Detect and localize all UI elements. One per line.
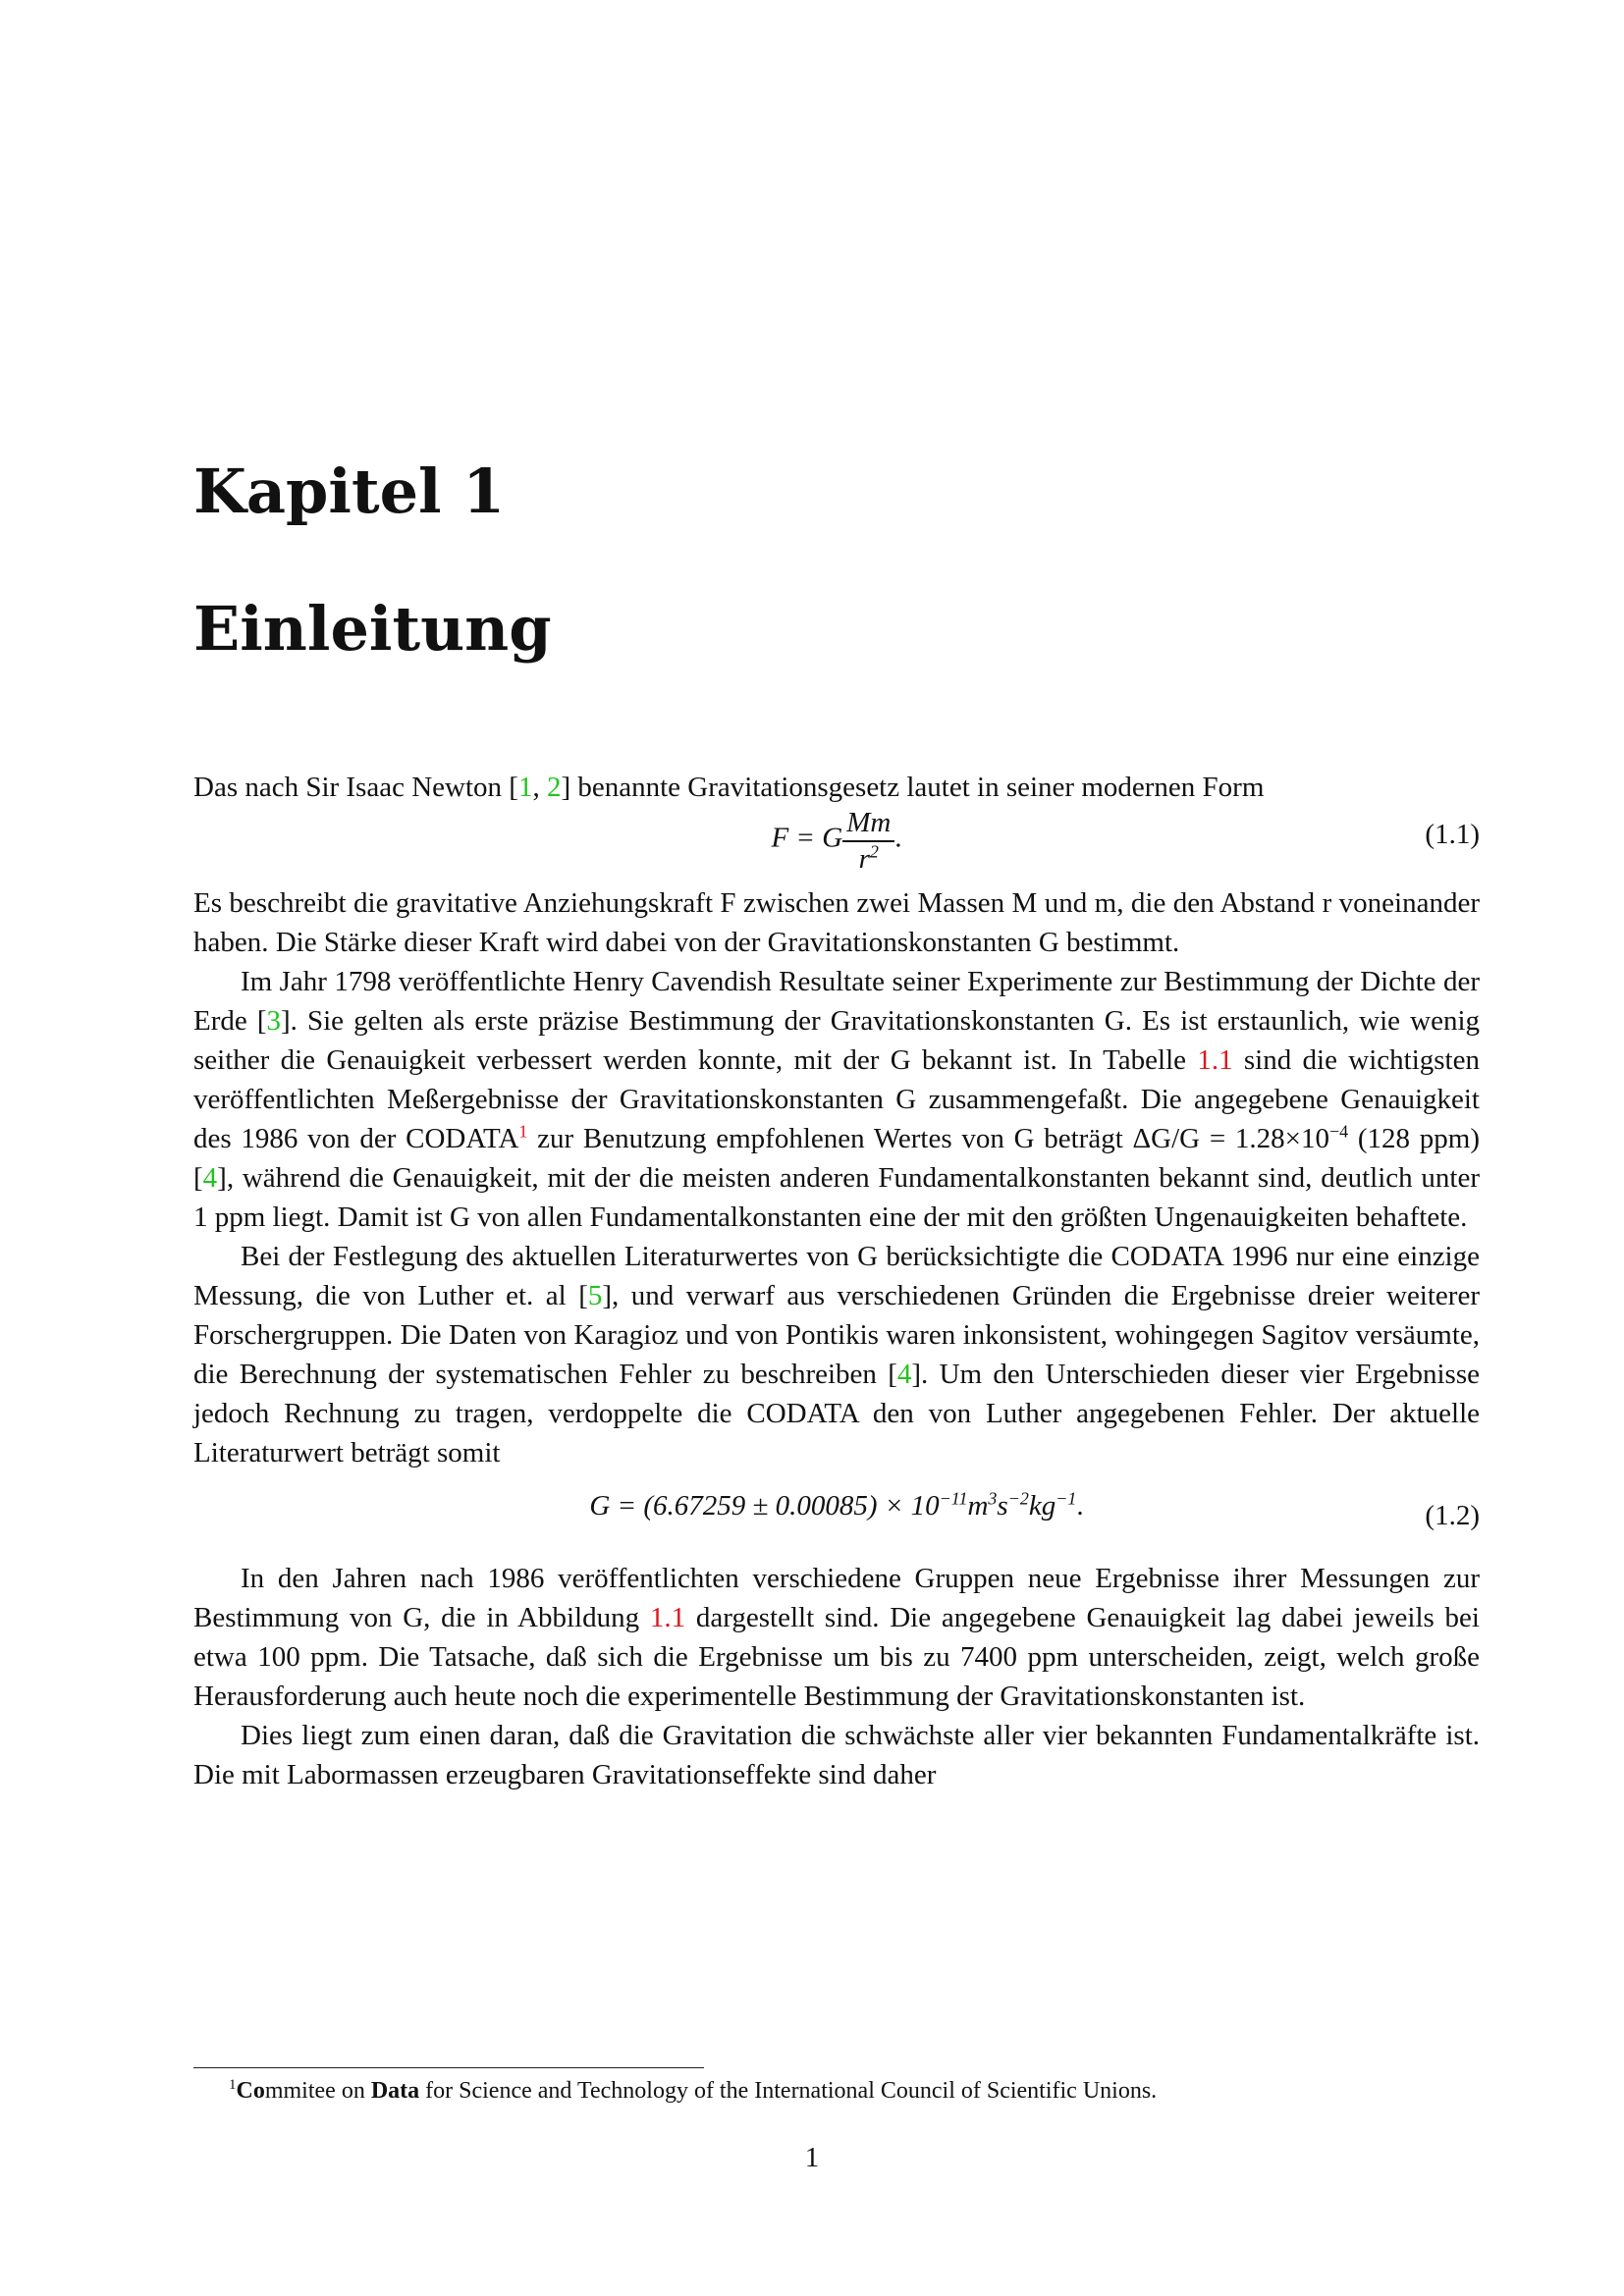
paragraph-1: Das nach Sir Isaac Newton [1, 2] benannte Gravitationsgesetz lautet in seiner modernen Form	[193, 772, 1265, 803]
paragraph-6: Dies liegt zum einen daran, daß die Gravitation die schwächste aller vier bekannten Fundamentalkräfte ist. Die mit Labormassen erzeugbaren Gravitationseffekte sind daher	[193, 1720, 1480, 1790]
citation-link[interactable]: 5	[587, 1280, 603, 1311]
citation-link[interactable]: 3	[266, 1005, 281, 1037]
equation-1-2: $G = (6.67259 \pm 0.00085) \times 10^{-11}m^3s^{-2}kg^{-1}$. (1.2)	[193, 1486, 1480, 1545]
citation-link[interactable]: 1	[517, 772, 533, 803]
chapter-label: Kapitel 1	[193, 455, 506, 527]
body-text	[193, 768, 1480, 1794]
citation-link[interactable]: 4	[202, 1162, 218, 1194]
figure-reference-link[interactable]: 1.1	[649, 1602, 686, 1633]
page-number: 1	[804, 2142, 820, 2173]
citation-link[interactable]: 2	[546, 772, 562, 803]
equation-1-1: F = G $\frac{Mm}{r^2}$ . (1.1)	[771, 807, 1480, 875]
footnote-link[interactable]: 1	[518, 1121, 528, 1142]
citation-link[interactable]: 4	[896, 1359, 912, 1390]
paragraph-3: Im Jahr 1798 veröffentlichte Henry Cavendish Resultate seiner Experimente zur Bestimmung der Dichte der Erde [3]. Sie gelten als erste präzise Bestimmung der Gravitationskonstanten G. Es ist erstaunlich, wie wenig seither die Genauigkeit verbessert werden konnte, mit der G bekannt ist. In Tabelle 1.1 sind die wichtigsten veröffentlichten Meßergebnisse der Gravitationskonstanten G zusammengefaßt. Die angegebene Genauigkeit des 1986 von der CODATA$^1$ zur Benutzung empfohlenen Wertes von G beträgt $\Delta G/G = 1.28\times 10^{-4}$ (128 ppm) [4], während die Genauigkeit, mit der die meisten anderen Fundamentalkonstanten bekannt sind, deutlich unter 1 ppm liegt. Damit ist G von allen Fundamentalkonstanten eine der mit den größten Ungenauigkeiten behaftete.	[193, 966, 1481, 1233]
chapter-title: Einleitung	[193, 593, 552, 665]
equation-number: (1.2)	[1425, 1500, 1480, 1531]
table-reference-link[interactable]: 1.1	[1197, 1044, 1233, 1076]
paragraph-4: Bei der Festlegung des aktuellen Literaturwertes von G berücksichtigte die CODATA 1996 nur eine einzige Messung, die von Luther et. al [5], und verwarf aus verschiedenen Gründen die Ergebnisse dreier weiterer Forschergruppen. Die Daten von Karagioz und von Pontikis waren inkonsistent, wohingegen Sagitov versäumte, die Berechnung der systematischen Fehler zu beschreiben [4]. Um den Unterschieden dieser vier Ergebnisse jedoch Rechnung zu tragen, verdoppelte die CODATA den von Luther angegebenen Fehler. Der aktuelle Literaturwert beträgt somit	[193, 1241, 1480, 1468]
paragraph-2: Es beschreibt die gravitative Anziehungskraft F zwischen zwei Massen M und m, die den Abstand r voneinander haben. Die Stärke dieser Kraft wird dabei von der Gravitationskonstanten G bestimmt.	[193, 887, 1480, 958]
footnote: $^1$Commitee on Data for Science and Technology of the International Council of Scientific Unions.	[229, 2077, 1158, 2104]
footnote-divider	[193, 2067, 704, 2068]
paragraph-5: In den Jahren nach 1986 veröffentlichten verschiedene Gruppen neue Ergebnisse ihrer Messungen zur Bestimmung von G, die in Abbildung 1.1 dargestellt sind. Die angegebene Genauigkeit lag dabei jeweils bei etwa 100 ppm. Die Tatsache, daß sich die Ergebnisse um bis zu 7400 ppm unterscheiden, zeigt, welch große Herausforderung auch heute noch die experimentelle Bestimmung der Gravitationskonstanten ist.	[193, 1563, 1480, 1712]
equation-number: (1.1)	[1425, 819, 1480, 850]
